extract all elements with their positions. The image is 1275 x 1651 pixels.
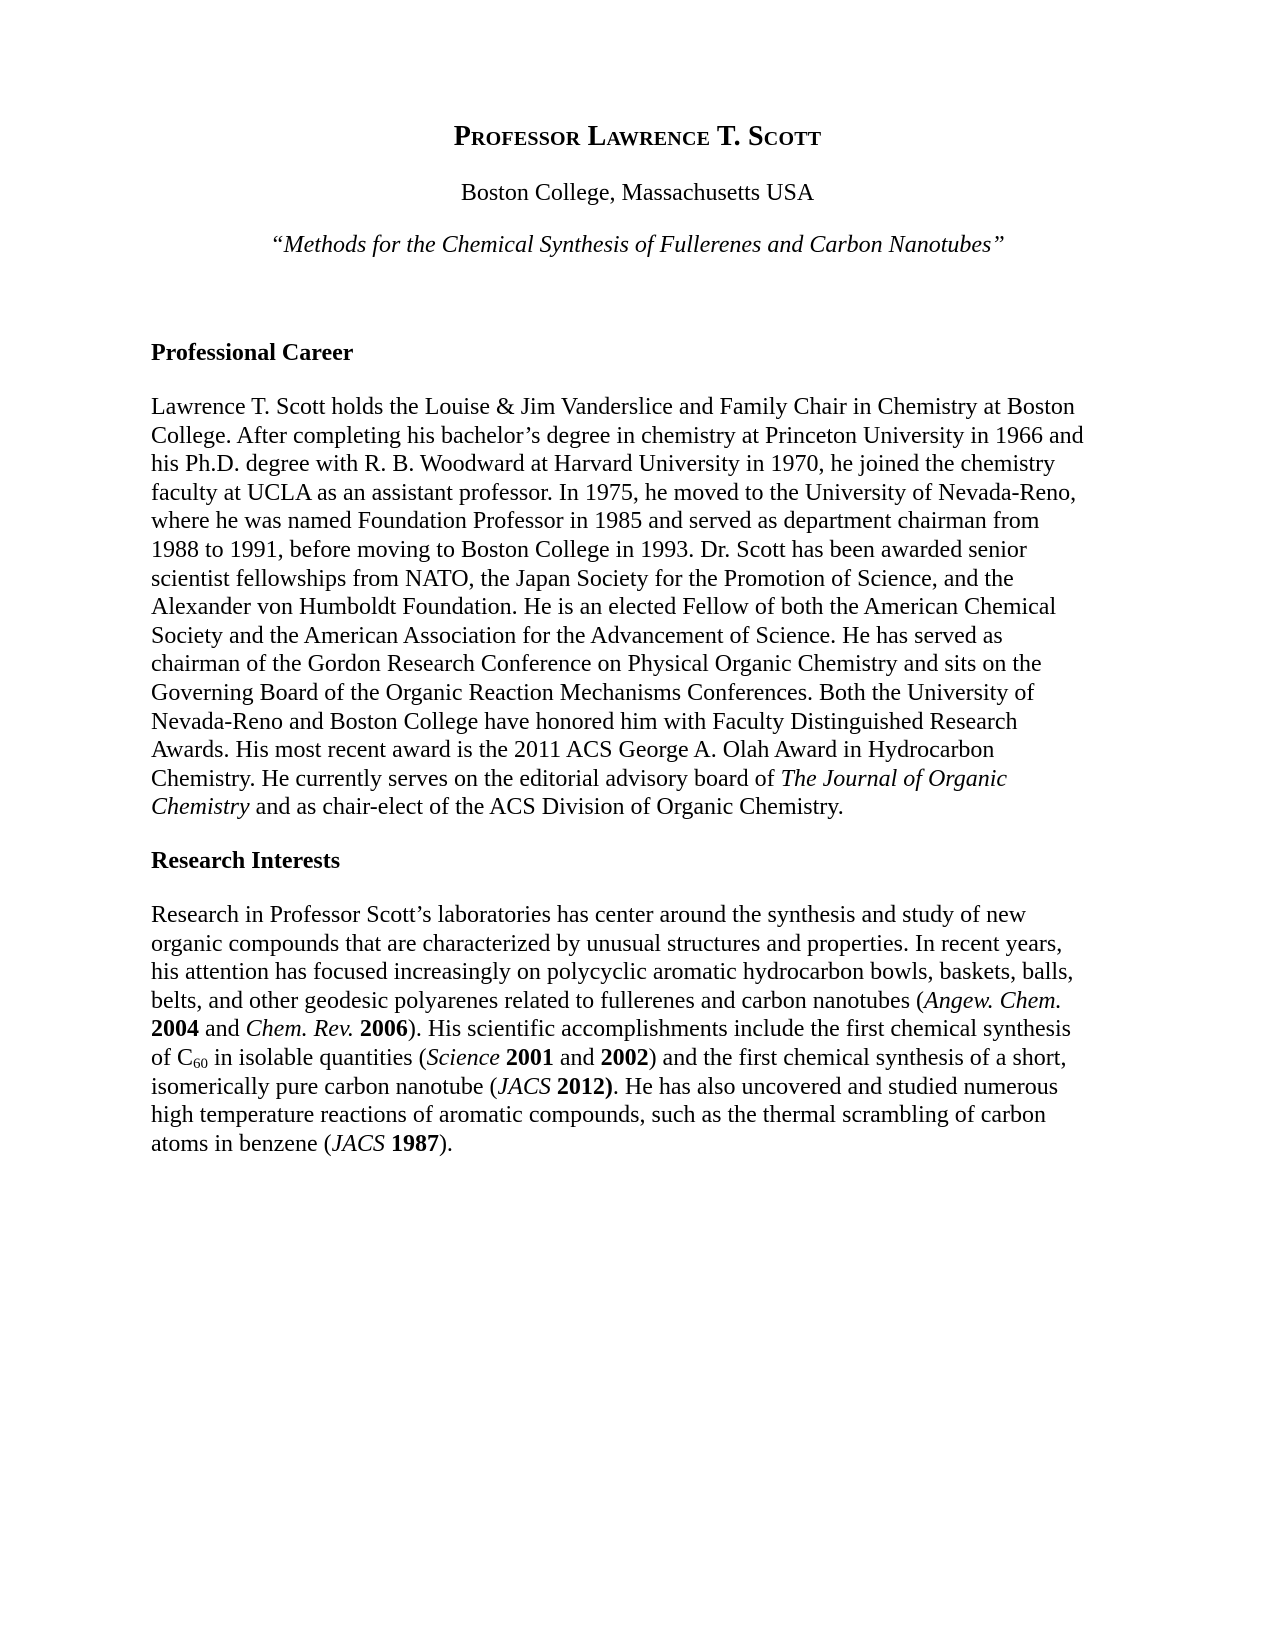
citation-journal: Angew. Chem. [924,987,1062,1014]
paragraph-line [151,1044,1131,1073]
citation-journal: Chem. Rev. [245,1016,354,1043]
paragraph-line: scientist fellowships from NATO, the Japan Society for the Promotion of Science, and the [151,565,1014,592]
paragraph-line: Alexander von Humboldt Foundation. He is an elected Fellow of both the American Chemical [151,594,1057,621]
text-run: of C [151,1044,193,1071]
citation-journal: JACS [331,1130,385,1157]
affiliation: Boston College, Massachusetts USA [460,180,815,206]
paragraph-line: his attention has focused increasingly on polycyclic aromatic hydrocarbon bowls, baskets, balls, [151,959,1074,986]
paragraph-line [151,793,1131,822]
paragraph-line [151,987,1131,1016]
citation-year: 2001 [505,1044,554,1071]
paragraph-line: 1988 to 1991, before moving to Boston College in 1993. Dr. Scott has been awarded senior [151,536,1027,563]
paragraph-line: College. After completing his bachelor’s degree in chemistry at Princeton University in 1966 and [151,422,1084,449]
paragraph-line [151,1073,1131,1102]
paragraph-line: chairman of the Gordon Research Conference on Physical Organic Chemistry and sits on the [151,651,1042,678]
text-run: ) and the first chemical synthesis of a short, [648,1044,1067,1071]
page-title: Professor Lawrence T. Scott [453,121,822,152]
talk-title: “Methods for the Chemical Synthesis of Fullerenes and Carbon Nanotubes” [270,232,1005,258]
citation-journal: JACS [497,1073,551,1100]
paragraph-line: Research in Professor Scott’s laboratories has center around the synthesis and study of new [151,902,1027,928]
subscript: 60 [193,1055,208,1072]
citation-year: 2002 [600,1044,649,1071]
paragraph-line: high temperature reactions of aromatic compounds, such as the thermal scrambling of carbon [151,1102,1047,1129]
text-run: in isolable quantities ( [208,1044,427,1071]
paragraph-line: his Ph.D. degree with R. B. Woodward at Harvard University in 1970, he joined the chemistry [151,451,1056,478]
paragraph-line: Lawrence T. Scott holds the Louise & Jim Vanderslice and Family Chair in Chemistry at Boston [151,394,1075,420]
text-run: ). [438,1130,453,1157]
text-run: and [199,1016,246,1043]
text-run: belts, and other geodesic polyarenes related to fullerenes and carbon nanotubes ( [151,987,925,1014]
paragraph-line [151,1015,1131,1044]
citation-journal: Science [426,1044,500,1071]
text-run: ). His scientific accomplishments include the first chemical synthesis [407,1016,1072,1043]
paragraph-line: Nevada-Reno and Boston College have honored him with Faculty Distinguished Research [151,708,1018,735]
paragraph-line: faculty at UCLA as an assistant professor. In 1975, he moved to the University of Nevada-Reno, [151,479,1077,506]
paragraph-line: Governing Board of the Organic Reaction Mechanisms Conferences. Both the University of [151,679,1035,706]
citation-year: 1987 [390,1130,439,1157]
section-heading-research: Research Interests [151,848,341,874]
text-run: . He has also uncovered and studied numerous [612,1073,1059,1100]
paragraph-line: Awards. His most recent award is the 2011 ACS George A. Olah Award in Hydrocarbon [151,737,995,764]
journal-title: Chemistry [151,794,250,821]
citation-year: 2006 [359,1016,408,1043]
career-paragraph [151,393,1131,822]
text-run: and [553,1044,601,1071]
text-run: isomerically pure carbon nanotube ( [151,1073,498,1100]
text-run: atoms in benzene ( [151,1130,332,1157]
paragraph-line: where he was named Foundation Professor in 1985 and served as department chairman from [151,508,1040,535]
section-heading-career: Professional Career [151,340,354,366]
paragraph-line: Society and the American Association for the Advancement of Science. He has served as [151,622,1003,649]
paragraph-line [151,765,1131,794]
citation-year: 2004 [151,1016,199,1043]
citation-year: 2012) [556,1073,613,1100]
research-paragraph [151,901,1131,1158]
text-run: and as chair-elect of the ACS Division of Organic Chemistry. [249,794,844,821]
journal-title: The Journal of Organic [780,765,1008,792]
paragraph-line [151,1130,1131,1159]
text-run: Chemistry. He currently serves on the editorial advisory board of [151,765,781,792]
paragraph-line: organic compounds that are characterized by unusual structures and properties. In recent years, [151,930,1063,957]
